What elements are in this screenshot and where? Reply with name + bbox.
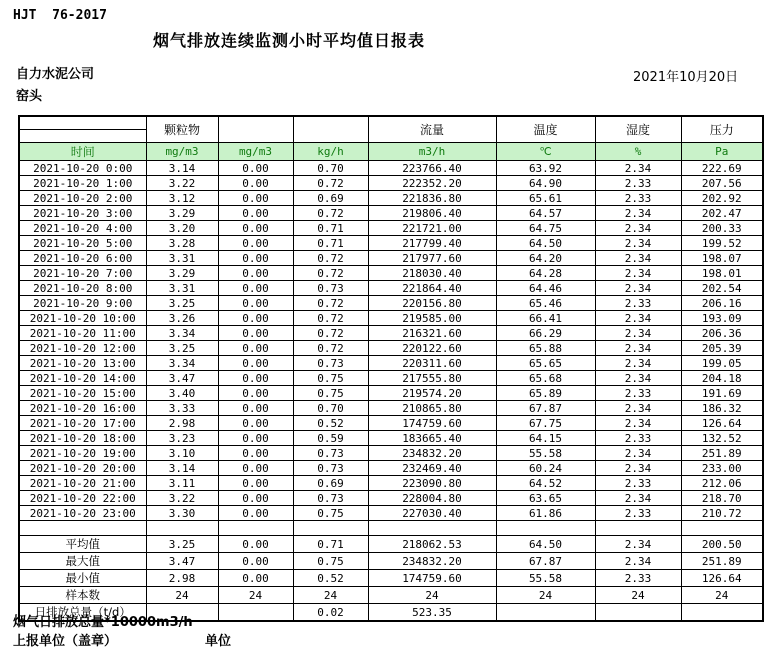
unit-mg-m3-2: mg/m3: [218, 143, 293, 161]
value-cell: 0.00: [218, 326, 293, 341]
value-cell: 2.34: [595, 236, 681, 251]
value-cell: 0.71: [293, 236, 368, 251]
value-cell: 198.07: [681, 251, 763, 266]
value-cell: 0.00: [218, 281, 293, 296]
value-cell: 205.39: [681, 341, 763, 356]
value-cell: [293, 521, 368, 536]
value-cell: 64.50: [496, 236, 595, 251]
value-cell: 2.34: [595, 206, 681, 221]
time-cell: 2021-10-20 3:00: [19, 206, 146, 221]
value-cell: 3.12: [146, 191, 218, 206]
value-cell: 2.34: [595, 266, 681, 281]
value-cell: 0.00: [218, 161, 293, 176]
value-cell: 64.28: [496, 266, 595, 281]
time-cell: 最小值: [19, 570, 146, 587]
time-cell: 2021-10-20 4:00: [19, 221, 146, 236]
table-row: [19, 161, 763, 176]
unit-percent: %: [595, 143, 681, 161]
table-row: [19, 311, 763, 326]
value-cell: 3.33: [146, 401, 218, 416]
value-cell: 0.71: [293, 221, 368, 236]
value-cell: 64.15: [496, 431, 595, 446]
table-row: [19, 356, 763, 371]
value-cell: 221836.80: [368, 191, 496, 206]
value-cell: [496, 604, 595, 622]
value-cell: 0.00: [218, 506, 293, 521]
value-cell: 2.34: [595, 356, 681, 371]
value-cell: 0.00: [218, 311, 293, 326]
col-header-flow: 流量: [368, 116, 496, 143]
value-cell: 64.75: [496, 221, 595, 236]
value-cell: 0.00: [218, 176, 293, 191]
value-cell: 66.29: [496, 326, 595, 341]
value-cell: 0.71: [293, 536, 368, 553]
value-cell: 0.69: [293, 191, 368, 206]
value-cell: 199.52: [681, 236, 763, 251]
value-cell: 212.06: [681, 476, 763, 491]
value-cell: 228004.80: [368, 491, 496, 506]
value-cell: 523.35: [368, 604, 496, 622]
value-cell: 3.10: [146, 446, 218, 461]
table-row: [19, 476, 763, 491]
value-cell: 3.23: [146, 431, 218, 446]
value-cell: 2.33: [595, 386, 681, 401]
value-cell: 202.54: [681, 281, 763, 296]
value-cell: 2.33: [595, 431, 681, 446]
col-header-particulate: 颗粒物: [146, 116, 218, 143]
value-cell: 24: [218, 587, 293, 604]
value-cell: 0.00: [218, 341, 293, 356]
value-cell: [681, 604, 763, 622]
time-cell: 2021-10-20 12:00: [19, 341, 146, 356]
time-cell: [19, 521, 146, 536]
time-cell: 2021-10-20 0:00: [19, 161, 146, 176]
value-cell: 2.34: [595, 341, 681, 356]
value-cell: 217799.40: [368, 236, 496, 251]
value-cell: 0.73: [293, 491, 368, 506]
value-cell: 0.00: [218, 401, 293, 416]
table-row: [19, 506, 763, 521]
value-cell: 210865.80: [368, 401, 496, 416]
value-cell: 61.86: [496, 506, 595, 521]
value-cell: 186.32: [681, 401, 763, 416]
value-cell: 66.41: [496, 311, 595, 326]
value-cell: 0.00: [218, 191, 293, 206]
value-cell: 0.00: [218, 356, 293, 371]
summary-rows: [19, 521, 763, 622]
value-cell: 3.20: [146, 221, 218, 236]
value-cell: 64.50: [496, 536, 595, 553]
value-cell: 0.75: [293, 386, 368, 401]
value-cell: 0.00: [218, 206, 293, 221]
value-cell: 67.87: [496, 401, 595, 416]
table-row: [19, 266, 763, 281]
value-cell: 132.52: [681, 431, 763, 446]
col-header-pressure: 压力: [681, 116, 763, 143]
doc-code: HJT 76-2017: [13, 8, 107, 23]
page-title: 烟气排放连续监测小时平均值日报表: [152, 31, 425, 50]
table-row: [19, 461, 763, 476]
value-cell: 24: [146, 587, 218, 604]
time-cell: 2021-10-20 7:00: [19, 266, 146, 281]
value-cell: 24: [681, 587, 763, 604]
value-cell: 227030.40: [368, 506, 496, 521]
value-cell: 191.69: [681, 386, 763, 401]
unit-kg-h: kg/h: [293, 143, 368, 161]
value-cell: 206.16: [681, 296, 763, 311]
value-cell: 0.00: [218, 266, 293, 281]
value-cell: 0.73: [293, 461, 368, 476]
value-cell: 0.72: [293, 206, 368, 221]
table-row: [19, 176, 763, 191]
time-cell: 2021-10-20 10:00: [19, 311, 146, 326]
value-cell: 0.70: [293, 401, 368, 416]
value-cell: 223090.80: [368, 476, 496, 491]
value-cell: [496, 521, 595, 536]
value-cell: 0.70: [293, 161, 368, 176]
value-cell: 24: [368, 587, 496, 604]
table-row: [19, 326, 763, 341]
value-cell: 0.72: [293, 341, 368, 356]
time-cell: 2021-10-20 19:00: [19, 446, 146, 461]
value-cell: 218.70: [681, 491, 763, 506]
value-cell: 207.56: [681, 176, 763, 191]
time-column-header: 时间: [19, 143, 146, 161]
value-cell: 2.34: [595, 461, 681, 476]
value-cell: 220311.60: [368, 356, 496, 371]
table-row: [19, 341, 763, 356]
value-cell: 0.73: [293, 356, 368, 371]
value-cell: 216321.60: [368, 326, 496, 341]
value-cell: 204.18: [681, 371, 763, 386]
table-group-header-row: [19, 116, 763, 143]
value-cell: 3.47: [146, 371, 218, 386]
value-cell: 2.33: [595, 570, 681, 587]
value-cell: 2.34: [595, 281, 681, 296]
footer-unit-label: 单位: [205, 634, 232, 649]
value-cell: 2.34: [595, 221, 681, 236]
value-cell: 193.09: [681, 311, 763, 326]
report-table: [18, 115, 764, 622]
value-cell: 3.29: [146, 206, 218, 221]
table-row: [19, 371, 763, 386]
table-row: [19, 416, 763, 431]
time-cell: 2021-10-20 8:00: [19, 281, 146, 296]
value-cell: 0.72: [293, 326, 368, 341]
time-cell: 2021-10-20 15:00: [19, 386, 146, 401]
table-row: [19, 296, 763, 311]
value-cell: 218062.53: [368, 536, 496, 553]
value-cell: 65.65: [496, 356, 595, 371]
spacer-row: [19, 521, 763, 536]
time-cell: 2021-10-20 9:00: [19, 296, 146, 311]
value-cell: [368, 521, 496, 536]
value-cell: 3.26: [146, 311, 218, 326]
value-cell: [595, 604, 681, 622]
value-cell: 219806.40: [368, 206, 496, 221]
unit-pa: Pa: [681, 143, 763, 161]
value-cell: 198.01: [681, 266, 763, 281]
value-cell: 64.46: [496, 281, 595, 296]
value-cell: 0.52: [293, 570, 368, 587]
value-cell: [218, 604, 293, 622]
time-cell: 2021-10-20 21:00: [19, 476, 146, 491]
value-cell: 126.64: [681, 416, 763, 431]
unit-celsius: ℃: [496, 143, 595, 161]
value-cell: 0.72: [293, 176, 368, 191]
value-cell: 67.87: [496, 553, 595, 570]
value-cell: 218030.40: [368, 266, 496, 281]
time-cell: 2021-10-20 13:00: [19, 356, 146, 371]
time-cell: 2021-10-20 17:00: [19, 416, 146, 431]
value-cell: 0.72: [293, 296, 368, 311]
value-cell: 64.57: [496, 206, 595, 221]
value-cell: 0.72: [293, 251, 368, 266]
time-cell: 2021-10-20 20:00: [19, 461, 146, 476]
value-cell: 3.25: [146, 296, 218, 311]
value-cell: 3.34: [146, 356, 218, 371]
value-cell: 55.58: [496, 446, 595, 461]
table-row: [19, 251, 763, 266]
value-cell: 2.34: [595, 491, 681, 506]
summary-row: [19, 587, 763, 604]
value-cell: 251.89: [681, 553, 763, 570]
value-cell: 222.69: [681, 161, 763, 176]
value-cell: 0.69: [293, 476, 368, 491]
report-date: 2021年10月20日: [633, 70, 739, 85]
value-cell: [218, 521, 293, 536]
value-cell: 200.50: [681, 536, 763, 553]
value-cell: 60.24: [496, 461, 595, 476]
value-cell: 0.73: [293, 446, 368, 461]
value-cell: 0.00: [218, 416, 293, 431]
value-cell: 0.00: [218, 371, 293, 386]
value-cell: 174759.60: [368, 416, 496, 431]
value-cell: [681, 521, 763, 536]
monitor-point-name: 窑头: [16, 89, 43, 104]
col-header-temperature: 温度: [496, 116, 595, 143]
time-cell: 2021-10-20 6:00: [19, 251, 146, 266]
value-cell: 0.00: [218, 570, 293, 587]
value-cell: 3.40: [146, 386, 218, 401]
value-cell: 63.65: [496, 491, 595, 506]
table-row: [19, 386, 763, 401]
time-cell: 2021-10-20 14:00: [19, 371, 146, 386]
value-cell: 3.31: [146, 281, 218, 296]
value-cell: 64.20: [496, 251, 595, 266]
table-unit-header-row: [19, 143, 763, 161]
value-cell: 2.33: [595, 506, 681, 521]
value-cell: 2.34: [595, 536, 681, 553]
time-cell: 日排放总量（t/d）: [19, 604, 146, 622]
footer-report-unit-label: 上报单位（盖章）: [13, 634, 118, 649]
value-cell: 2.34: [595, 416, 681, 431]
table-row: [19, 491, 763, 506]
value-cell: 0.00: [218, 251, 293, 266]
value-cell: 223766.40: [368, 161, 496, 176]
value-cell: 3.25: [146, 536, 218, 553]
value-cell: [595, 521, 681, 536]
value-cell: 2.34: [595, 553, 681, 570]
value-cell: 220122.60: [368, 341, 496, 356]
value-cell: 0.75: [293, 553, 368, 570]
unit-mg-m3-1: mg/m3: [146, 143, 218, 161]
value-cell: 126.64: [681, 570, 763, 587]
value-cell: 2.34: [595, 161, 681, 176]
value-cell: 217555.80: [368, 371, 496, 386]
value-cell: 2.34: [595, 371, 681, 386]
value-cell: 0.75: [293, 506, 368, 521]
value-cell: 222352.20: [368, 176, 496, 191]
value-cell: 65.61: [496, 191, 595, 206]
value-cell: 0.00: [218, 476, 293, 491]
value-cell: 183665.40: [368, 431, 496, 446]
value-cell: 3.31: [146, 251, 218, 266]
value-cell: 220156.80: [368, 296, 496, 311]
time-cell: 2021-10-20 16:00: [19, 401, 146, 416]
table-row: [19, 236, 763, 251]
time-cell: 2021-10-20 11:00: [19, 326, 146, 341]
value-cell: 3.28: [146, 236, 218, 251]
summary-row: [19, 536, 763, 553]
value-cell: 200.33: [681, 221, 763, 236]
value-cell: 2.33: [595, 296, 681, 311]
value-cell: 234832.20: [368, 553, 496, 570]
value-cell: 0.00: [218, 386, 293, 401]
value-cell: 217977.60: [368, 251, 496, 266]
value-cell: 3.22: [146, 176, 218, 191]
value-cell: 3.14: [146, 161, 218, 176]
time-cell: 2021-10-20 22:00: [19, 491, 146, 506]
value-cell: 24: [496, 587, 595, 604]
value-cell: 2.98: [146, 416, 218, 431]
value-cell: 0.72: [293, 311, 368, 326]
value-cell: 0.00: [218, 446, 293, 461]
value-cell: 0.00: [218, 461, 293, 476]
value-cell: 0.00: [218, 491, 293, 506]
time-cell: 最大值: [19, 553, 146, 570]
table-row: [19, 401, 763, 416]
value-cell: 202.92: [681, 191, 763, 206]
value-cell: 202.47: [681, 206, 763, 221]
col-header-blank-1: [218, 116, 293, 143]
value-cell: 0.00: [218, 236, 293, 251]
value-cell: 2.34: [595, 401, 681, 416]
summary-row: [19, 570, 763, 587]
value-cell: 232469.40: [368, 461, 496, 476]
value-cell: 3.25: [146, 341, 218, 356]
value-cell: 0.02: [293, 604, 368, 622]
table-row: [19, 431, 763, 446]
summary-row: [19, 553, 763, 570]
time-cell: 2021-10-20 23:00: [19, 506, 146, 521]
table-row: [19, 446, 763, 461]
value-cell: 234832.20: [368, 446, 496, 461]
value-cell: 0.59: [293, 431, 368, 446]
value-cell: 65.89: [496, 386, 595, 401]
value-cell: 0.52: [293, 416, 368, 431]
value-cell: 0.00: [218, 536, 293, 553]
value-cell: 233.00: [681, 461, 763, 476]
value-cell: 64.90: [496, 176, 595, 191]
table-row: [19, 281, 763, 296]
value-cell: 0.00: [218, 431, 293, 446]
value-cell: 3.22: [146, 491, 218, 506]
value-cell: 0.00: [218, 296, 293, 311]
value-cell: 63.92: [496, 161, 595, 176]
value-cell: 3.34: [146, 326, 218, 341]
value-cell: 221864.40: [368, 281, 496, 296]
col-header-humidity: 湿度: [595, 116, 681, 143]
value-cell: 24: [595, 587, 681, 604]
table-row: [19, 221, 763, 236]
value-cell: 65.68: [496, 371, 595, 386]
value-cell: 2.33: [595, 476, 681, 491]
value-cell: 2.98: [146, 570, 218, 587]
company-name: 自力水泥公司: [16, 67, 95, 82]
value-cell: 221721.00: [368, 221, 496, 236]
time-cell: 2021-10-20 1:00: [19, 176, 146, 191]
value-cell: 2.34: [595, 311, 681, 326]
value-cell: 3.30: [146, 506, 218, 521]
time-cell: 2021-10-20 5:00: [19, 236, 146, 251]
value-cell: 2.34: [595, 446, 681, 461]
time-cell: 2021-10-20 18:00: [19, 431, 146, 446]
value-cell: 65.88: [496, 341, 595, 356]
time-cell: 平均值: [19, 536, 146, 553]
value-cell: 0.00: [218, 221, 293, 236]
value-cell: 219585.00: [368, 311, 496, 326]
value-cell: 2.33: [595, 191, 681, 206]
value-cell: 219574.20: [368, 386, 496, 401]
value-cell: 210.72: [681, 506, 763, 521]
value-cell: 206.36: [681, 326, 763, 341]
value-cell: 174759.60: [368, 570, 496, 587]
value-cell: 3.47: [146, 553, 218, 570]
value-cell: 2.34: [595, 326, 681, 341]
value-cell: 3.29: [146, 266, 218, 281]
value-cell: 0.72: [293, 266, 368, 281]
value-cell: 3.14: [146, 461, 218, 476]
footer-note: 烟气日排放总量*10000m3/h: [13, 615, 193, 630]
value-cell: 64.52: [496, 476, 595, 491]
value-cell: 2.33: [595, 176, 681, 191]
value-cell: 0.73: [293, 281, 368, 296]
value-cell: 0.75: [293, 371, 368, 386]
time-cell: 2021-10-20 2:00: [19, 191, 146, 206]
corner-cell: [19, 116, 146, 143]
data-rows: [19, 161, 763, 521]
time-cell: 样本数: [19, 587, 146, 604]
value-cell: 55.58: [496, 570, 595, 587]
value-cell: 24: [293, 587, 368, 604]
value-cell: 3.11: [146, 476, 218, 491]
table-row: [19, 191, 763, 206]
col-header-blank-2: [293, 116, 368, 143]
value-cell: 0.00: [218, 553, 293, 570]
value-cell: [146, 521, 218, 536]
value-cell: 199.05: [681, 356, 763, 371]
value-cell: 2.34: [595, 251, 681, 266]
value-cell: 67.75: [496, 416, 595, 431]
value-cell: 251.89: [681, 446, 763, 461]
header-rows: [19, 116, 763, 161]
table-row: [19, 206, 763, 221]
value-cell: 65.46: [496, 296, 595, 311]
unit-m3-h: m3/h: [368, 143, 496, 161]
